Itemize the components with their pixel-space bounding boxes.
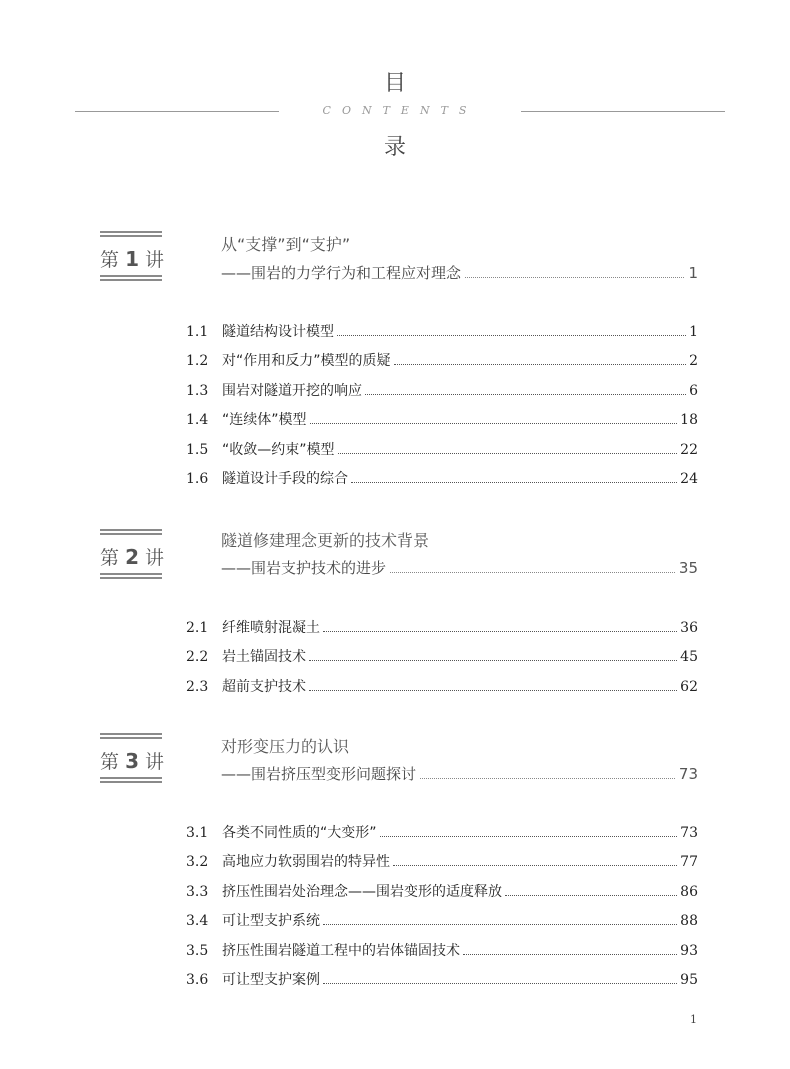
section-page: 86	[680, 884, 698, 900]
badge-bar	[100, 529, 162, 531]
section-title: 超前支护技术	[222, 679, 306, 695]
section-title: 隧道设计手段的综合	[222, 471, 348, 487]
section-page: 36	[680, 620, 698, 636]
contents-title-bottom: 录	[383, 135, 406, 160]
chapter-3-title[interactable]: 对形变压力的认识	[221, 737, 350, 756]
leader-dots	[463, 943, 677, 955]
badge-bar	[100, 781, 162, 783]
chapter-page: 73	[678, 765, 698, 783]
leader-dots	[337, 324, 686, 336]
page-number: 1	[690, 1013, 697, 1026]
leader-dots	[393, 854, 677, 866]
section-number: 1.4	[186, 412, 209, 428]
toc-entry-1-5[interactable]	[186, 439, 698, 459]
section-number: 2.1	[186, 620, 209, 636]
section-title: 高地应力软弱围岩的特异性	[222, 854, 390, 870]
toc-entry-3-6[interactable]	[186, 969, 698, 989]
section-number: 3.2	[186, 854, 209, 870]
chapter-1-title[interactable]: 从“支撑”到“支护”	[221, 235, 351, 254]
section-page: 62	[680, 679, 698, 695]
badge-bar	[100, 279, 162, 281]
chapter-2-subtitle-row[interactable]	[221, 557, 698, 577]
section-page: 22	[680, 442, 698, 458]
leader-dots	[310, 412, 678, 424]
lecture-badge-label: 第 1 讲	[100, 247, 165, 271]
leader-dots	[323, 972, 677, 984]
section-page: 95	[680, 972, 698, 988]
badge-bar	[100, 577, 162, 579]
leader-dots	[420, 766, 675, 779]
badge-bar	[100, 275, 162, 277]
section-page: 77	[680, 854, 698, 870]
section-number: 3.6	[186, 972, 209, 988]
section-title: 各类不同性质的“大变形”	[222, 825, 377, 841]
badge-bar	[100, 235, 162, 237]
badge-bar	[100, 737, 162, 739]
lecture-badge-label: 第 3 讲	[100, 749, 165, 773]
section-title: 挤压性围岩隧道工程中的岩体锚固技术	[222, 943, 460, 959]
toc-entry-3-4[interactable]	[186, 910, 698, 930]
toc-entry-3-3[interactable]	[186, 881, 698, 901]
chapter-subtitle: ——围岩挤压型变形问题探讨	[221, 765, 417, 783]
chapter-page: 1	[688, 264, 698, 282]
badge-bar	[100, 231, 162, 233]
divider-rule-right	[521, 111, 725, 112]
section-number: 1.3	[186, 383, 209, 399]
lecture-badge-label: 第 2 讲	[100, 545, 165, 569]
toc-entry-1-6[interactable]	[186, 468, 698, 488]
chapter-1-subtitle-row[interactable]	[221, 262, 698, 282]
section-number: 3.5	[186, 943, 209, 959]
section-number: 1.5	[186, 442, 209, 458]
section-page: 88	[680, 913, 698, 929]
badge-bar	[100, 777, 162, 779]
toc-entry-3-2[interactable]	[186, 851, 698, 871]
section-number: 1.6	[186, 471, 209, 487]
leader-dots	[323, 620, 677, 632]
section-page: 18	[680, 412, 698, 428]
badge-bar	[100, 573, 162, 575]
chapter-page: 35	[678, 559, 698, 577]
leader-dots	[351, 471, 677, 483]
toc-entry-1-4[interactable]	[186, 409, 698, 429]
section-title: 对“作用和反力”模型的质疑	[222, 353, 391, 369]
section-number: 2.3	[186, 679, 209, 695]
section-number: 3.1	[186, 825, 209, 841]
leader-dots	[309, 649, 677, 661]
section-page: 45	[680, 649, 698, 665]
badge-bar	[100, 533, 162, 535]
lecture-badge-2	[100, 529, 165, 581]
chapter-3-subtitle-row[interactable]	[221, 763, 698, 783]
contents-divider	[75, 102, 725, 122]
toc-entry-1-3[interactable]	[186, 380, 698, 400]
lecture-badge-1	[100, 231, 165, 283]
leader-dots	[505, 884, 677, 896]
contents-title-top: 目	[383, 71, 406, 96]
section-title: 可让型支护系统	[222, 913, 320, 929]
leader-dots	[323, 913, 677, 925]
leader-dots	[338, 442, 678, 454]
section-title: 纤维喷射混凝土	[222, 620, 320, 636]
toc-entry-2-3[interactable]	[186, 676, 698, 696]
section-page: 93	[680, 943, 698, 959]
leader-dots	[309, 679, 677, 691]
leader-dots	[465, 265, 684, 278]
toc-entry-2-2[interactable]	[186, 646, 698, 666]
leader-dots	[394, 353, 687, 365]
section-page: 6	[689, 383, 698, 399]
section-number: 3.3	[186, 884, 209, 900]
section-title: 可让型支护案例	[222, 972, 320, 988]
section-title: 围岩对隧道开挖的响应	[222, 383, 362, 399]
section-title: 隧道结构设计模型	[222, 324, 334, 340]
section-number: 2.2	[186, 649, 209, 665]
lecture-badge-3	[100, 733, 165, 785]
leader-dots	[390, 560, 675, 573]
section-title: “连续体”模型	[222, 412, 307, 428]
section-title: 挤压性围岩处治理念——围岩变形的适度释放	[222, 884, 502, 900]
divider-rule-left	[75, 111, 279, 112]
section-title: 岩土锚固技术	[222, 649, 306, 665]
leader-dots	[365, 383, 686, 395]
toc-entry-1-2[interactable]	[186, 350, 698, 370]
section-number: 3.4	[186, 913, 209, 929]
section-page: 2	[689, 353, 698, 369]
chapter-2-title[interactable]: 隧道修建理念更新的技术背景	[221, 531, 430, 550]
section-number: 1.2	[186, 353, 209, 369]
toc-entry-2-1[interactable]	[186, 617, 698, 637]
section-page: 1	[689, 324, 698, 340]
section-number: 1.1	[186, 324, 209, 340]
leader-dots	[380, 825, 678, 837]
toc-entry-3-1[interactable]	[186, 822, 698, 842]
chapter-subtitle: ——围岩的力学行为和工程应对理念	[221, 264, 462, 282]
badge-bar	[100, 733, 162, 735]
toc-entry-3-5[interactable]	[186, 940, 698, 960]
toc-entry-1-1[interactable]	[186, 321, 698, 341]
chapter-subtitle: ——围岩支护技术的进步	[221, 559, 387, 577]
contents-label: CONTENTS	[322, 104, 478, 117]
section-page: 24	[680, 471, 698, 487]
section-title: “收敛—约束”模型	[222, 442, 335, 458]
section-page: 73	[680, 825, 698, 841]
